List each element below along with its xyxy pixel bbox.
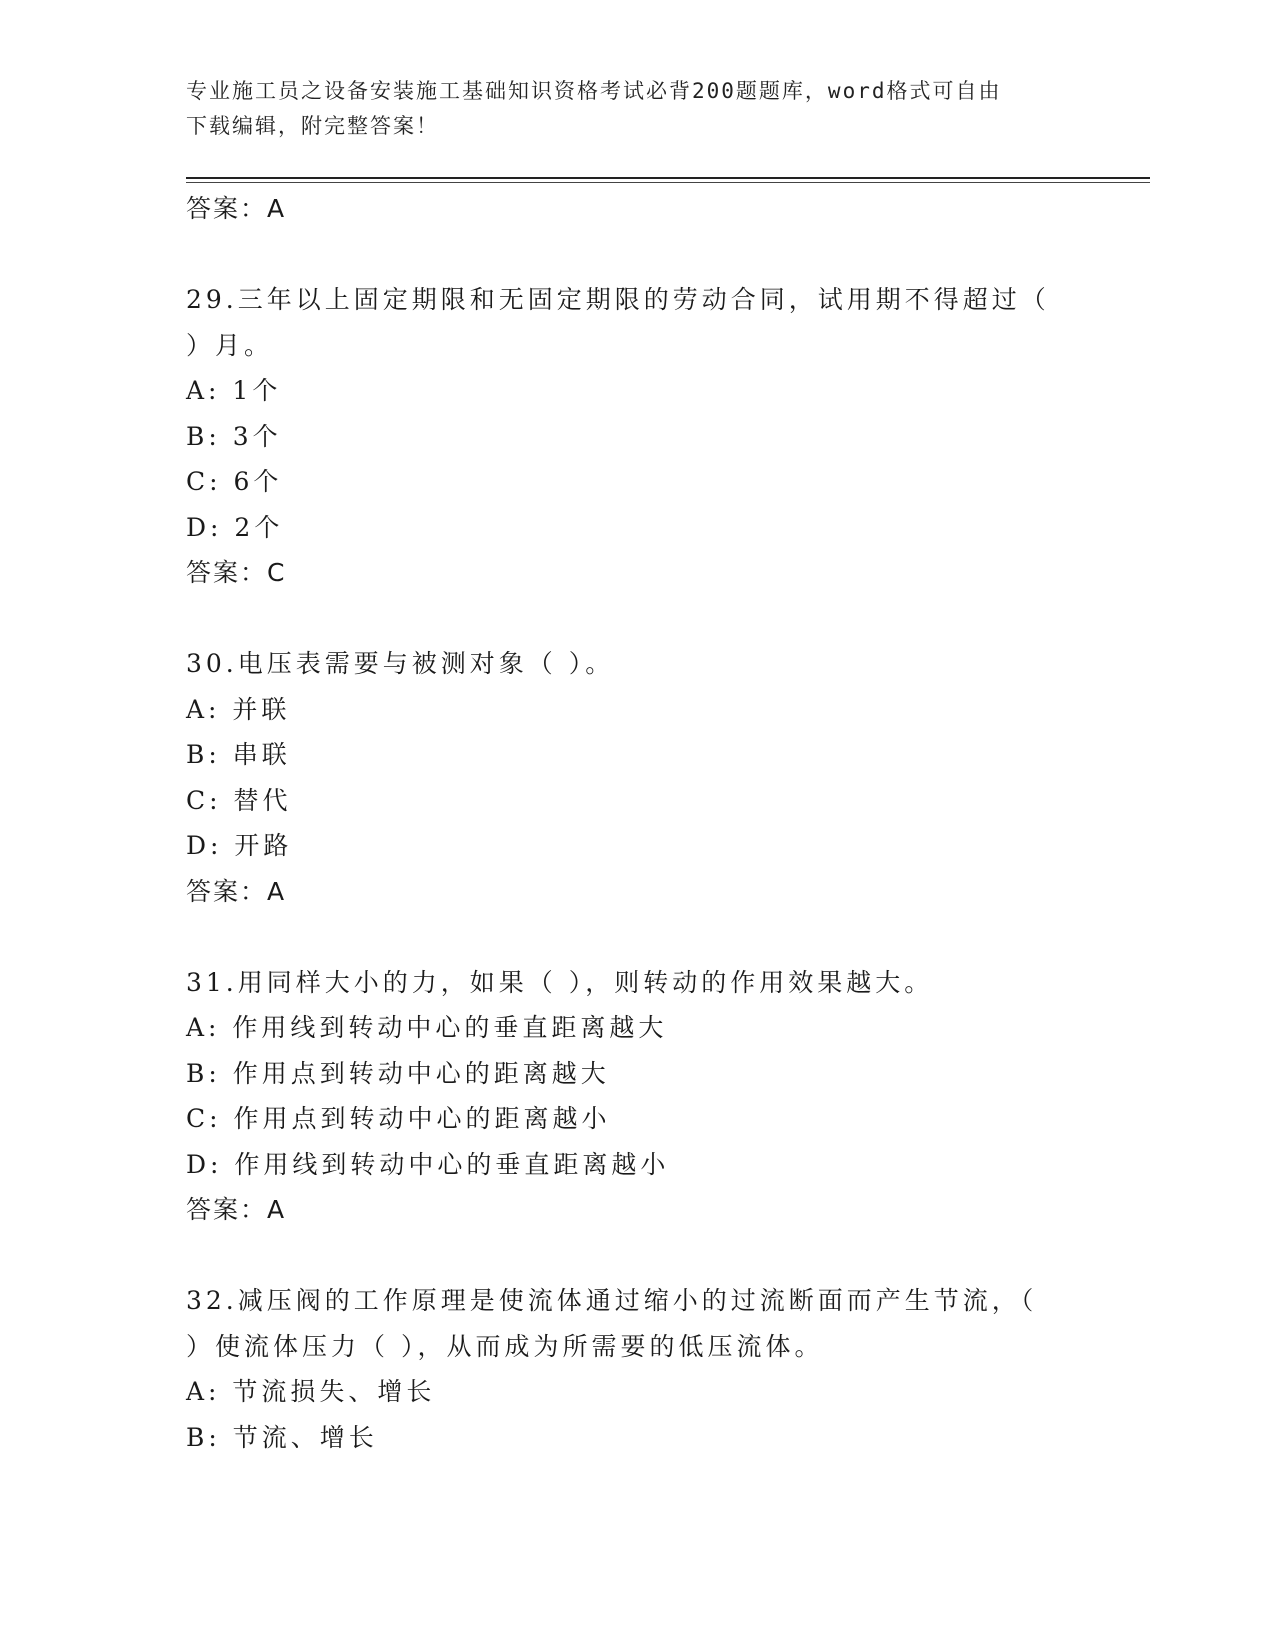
- question-block-30: [186, 641, 1150, 914]
- question-31-option-d: D: 作用线到转动中心的垂直距离越小: [186, 1149, 670, 1179]
- question-29-text-line-2: ）月。: [186, 330, 274, 360]
- question-30-option-b: B: 串联: [186, 740, 291, 769]
- question-29-answer: 答案：C: [186, 558, 287, 587]
- document-page: [186, 0, 1150, 1650]
- question-block-32: [186, 1278, 1150, 1460]
- question-32-option-a: A: 节流损失、增长: [186, 1377, 436, 1406]
- question-29-option-b: B: 3个: [186, 421, 282, 451]
- question-list: [186, 186, 1150, 1460]
- question-31-option-b: B: 作用点到转动中心的距离越大: [186, 1058, 610, 1088]
- question-29-option-c: C: 6个: [186, 467, 283, 496]
- question-31-text: 31.用同样大小的力，如果（ ），则转动的作用效果越大。: [186, 967, 934, 997]
- header-divider-thin: [186, 182, 1150, 183]
- spacer: [186, 232, 1150, 278]
- question-32-text-line-1: 32.减压阀的工作原理是使流体通过缩小的过流断面而产生节流，（: [186, 1286, 1038, 1315]
- spacer: [186, 596, 1150, 642]
- header-title-line-1: 专业施工员之设备安装施工基础知识资格考试必背200题题库，word格式可自由: [186, 79, 1002, 103]
- question-30-option-d: D: 开路: [186, 831, 293, 860]
- question-30-answer: 答案：A: [186, 876, 287, 906]
- spacer: [186, 1233, 1150, 1279]
- header-divider-thick: [186, 177, 1150, 179]
- question-31-option-a: A: 作用线到转动中心的垂直距离越大: [186, 1013, 668, 1042]
- question-31-answer: 答案：A: [186, 1195, 287, 1224]
- document-header: [186, 74, 1086, 144]
- spacer: [186, 914, 1150, 960]
- question-29-option-a: A: 1个: [186, 376, 282, 405]
- question-30-option-c: C: 替代: [186, 785, 292, 815]
- question-block-29: [186, 277, 1150, 596]
- previous-answer: 答案：A: [186, 194, 287, 223]
- header-title-line-2: 下载编辑，附完整答案！: [186, 114, 439, 138]
- question-29-option-d: D: 2个: [186, 512, 284, 542]
- question-block-31: [186, 960, 1150, 1233]
- question-30-option-a: A: 并联: [186, 694, 291, 724]
- question-32-option-b: B: 节流、增长: [186, 1422, 378, 1452]
- question-32-text-line-2: ）使流体压力（ ），从而成为所需要的低压流体。: [186, 1331, 824, 1361]
- question-30-text: 30.电压表需要与被测对象（ ）。: [186, 649, 615, 678]
- question-31-option-c: C: 作用点到转动中心的距离越小: [186, 1104, 611, 1133]
- question-29-text-line-1: 29.三年以上固定期限和无固定期限的劳动合同，试用期不得超过（: [186, 285, 1050, 314]
